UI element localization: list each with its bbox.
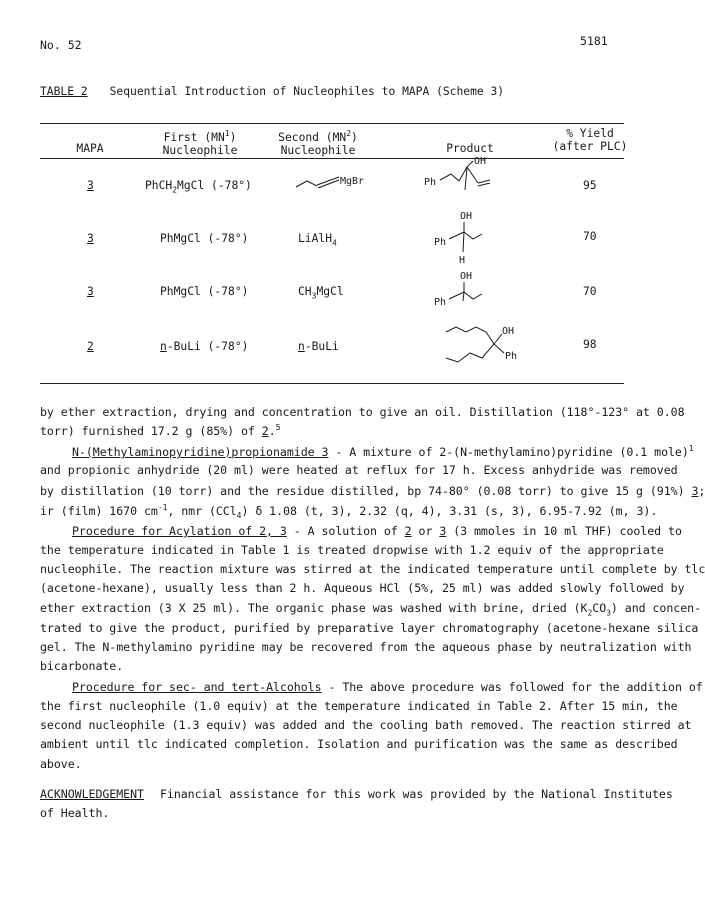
second-nucleophile: LiAlH$_4$ bbox=[298, 232, 337, 248]
second-nucleophile: n-BuLi bbox=[298, 340, 339, 353]
table-top-rule bbox=[40, 123, 624, 124]
body-text-line: Procedure for sec- and tert-Alcohols - The above procedure was followed for the addition of bbox=[72, 680, 703, 694]
table-caption bbox=[40, 85, 504, 98]
body-text-line: (acetone-hexane), usually less than 2 h. Aqueous HCl (5%, 25 ml) was added slowly followed by bbox=[40, 581, 685, 595]
vinyl-grignard-structure bbox=[294, 172, 380, 194]
journal-number: No. 52 bbox=[40, 38, 82, 52]
body-text-line: and propionic anhydride (20 ml) were heated at reflux for 17 h. Excess anhydride was removed bbox=[40, 463, 678, 477]
acknowledgement: ACKNOWLEDGEMENT Financial assistance for this work was provided by the National Institutes bbox=[40, 787, 673, 801]
svg-text:OH: OH bbox=[474, 156, 487, 167]
body-text-line: ir (film) 1670 $cm^{-1}$, nmr (CCl$_4$) δ 1.08 (t, 3), 2.32 (q, 4), 3.31 (s, 3), 6.95-7.92 (m, 3). bbox=[40, 503, 658, 521]
page-number: 5181 bbox=[580, 34, 608, 48]
body-text-line: Procedure for Acylation of 2, 3 - A solution of 2 or 3 (3 mmoles in 10 ml THF) cooled to bbox=[72, 524, 682, 538]
col-header-yield: % Yield (after PLC) bbox=[552, 127, 628, 153]
yield-value: 70 bbox=[583, 230, 597, 243]
table-label: TABLE 2 bbox=[40, 85, 88, 98]
body-text-line: by ether extraction, drying and concentration to give an oil. Distillation (118°-123° at 0.08 bbox=[40, 405, 685, 419]
svg-text:OH: OH bbox=[460, 211, 473, 222]
first-nucleophile: PhCH$_2$MgCl (-78°) bbox=[145, 179, 252, 195]
table-caption-text: Sequential Introduction of Nucleophiles to MAPA (Scheme 3) bbox=[109, 85, 505, 98]
body-text-line: ambient until tlc indicated completion. Isolation and purification was the same as described bbox=[40, 737, 678, 751]
svg-text:OH: OH bbox=[502, 326, 515, 337]
yield-value: 98 bbox=[583, 338, 597, 351]
product-structure-1 bbox=[420, 155, 510, 195]
svg-text:Ph: Ph bbox=[424, 177, 437, 188]
product-structure-4 bbox=[432, 320, 542, 376]
product-structure-2 bbox=[430, 208, 490, 266]
body-text-line: bicarbonate. bbox=[40, 659, 124, 673]
body-text-line: above. bbox=[40, 757, 82, 771]
product-structure-3 bbox=[430, 268, 490, 308]
col-header-product: Product bbox=[446, 142, 494, 155]
first-nucleophile: PhMgCl (-78°) bbox=[160, 232, 249, 245]
body-text-line: by distillation (10 torr) and the residue distilled, bp 74-80° (0.08 torr) to give 15 g (91%) 3; bbox=[40, 484, 705, 498]
svg-text:Ph: Ph bbox=[434, 237, 447, 248]
body-text-line: torr) furnished 17.2 g (85%) of 2.$^5$ bbox=[40, 423, 281, 438]
svg-text:Ph: Ph bbox=[505, 351, 518, 362]
mapa-ref: 3 bbox=[87, 179, 94, 192]
first-nucleophile: n-BuLi (-78°) bbox=[160, 340, 249, 353]
second-nucleophile: $CH_3MgCl$ bbox=[298, 285, 344, 301]
svg-text:MgBr: MgBr bbox=[340, 176, 365, 187]
col-header-first: First $(MN^1)$ Nucleophile bbox=[162, 129, 238, 157]
yield-value: 95 bbox=[583, 179, 597, 192]
body-text-line: ether extraction (3 X 25 ml). The organic phase was washed with brine, dried $(K_2CO_3)$ and concen- bbox=[40, 601, 702, 618]
procedure-heading: N-(Methylaminopyridine)propionamide 3 bbox=[72, 444, 329, 459]
body-text-line: nucleophile. The reaction mixture was stirred at the indicated temperature until complete by tlc bbox=[40, 562, 705, 576]
svg-text:Ph: Ph bbox=[434, 297, 447, 308]
body-text-line: of Health. bbox=[40, 806, 110, 820]
acknowledgement-heading: ACKNOWLEDGEMENT bbox=[40, 787, 144, 801]
table-header-rule bbox=[40, 158, 624, 159]
body-text-line: gel. The N-methylamino pyridine may be recovered from the aqueous phase by neutralization with bbox=[40, 640, 692, 654]
mapa-ref: 3 bbox=[87, 232, 94, 245]
procedure-heading: Procedure for Acylation of 2, 3 bbox=[72, 524, 287, 538]
body-text-line: the temperature indicated in Table 1 is treated dropwise with 1.2 equiv of the appropriate bbox=[40, 543, 664, 557]
svg-text:OH: OH bbox=[460, 271, 473, 282]
table-bottom-rule bbox=[40, 383, 624, 384]
body-text-line: the first nucleophile (1.0 equiv) at the temperature indicated in Table 2. After 15 min, the bbox=[40, 699, 678, 713]
procedure-heading: Procedure for bbox=[72, 680, 170, 694]
svg-text:H: H bbox=[459, 255, 466, 266]
yield-value: 70 bbox=[583, 285, 597, 298]
body-text-line: second nucleophile (1.3 equiv) was added and the cooling bath removed. The reaction stirred at bbox=[40, 718, 692, 732]
mapa-ref: 3 bbox=[87, 285, 94, 298]
col-header-mapa: MAPA bbox=[76, 142, 104, 155]
body-text-line: N-(Methylaminopyridine)propionamide 3 - A mixture of 2-(N-methylamino)pyridine (0.1 mole)$^1$ bbox=[72, 444, 694, 459]
first-nucleophile: PhMgCl (-78°) bbox=[160, 285, 249, 298]
col-header-second: Second $(MN^2)$ Nucleophile bbox=[278, 129, 358, 157]
body-text-line: trated to give the product, purified by preparative layer chromatography (acetone-hexane silica bbox=[40, 621, 699, 635]
mapa-ref: 2 bbox=[87, 340, 94, 353]
